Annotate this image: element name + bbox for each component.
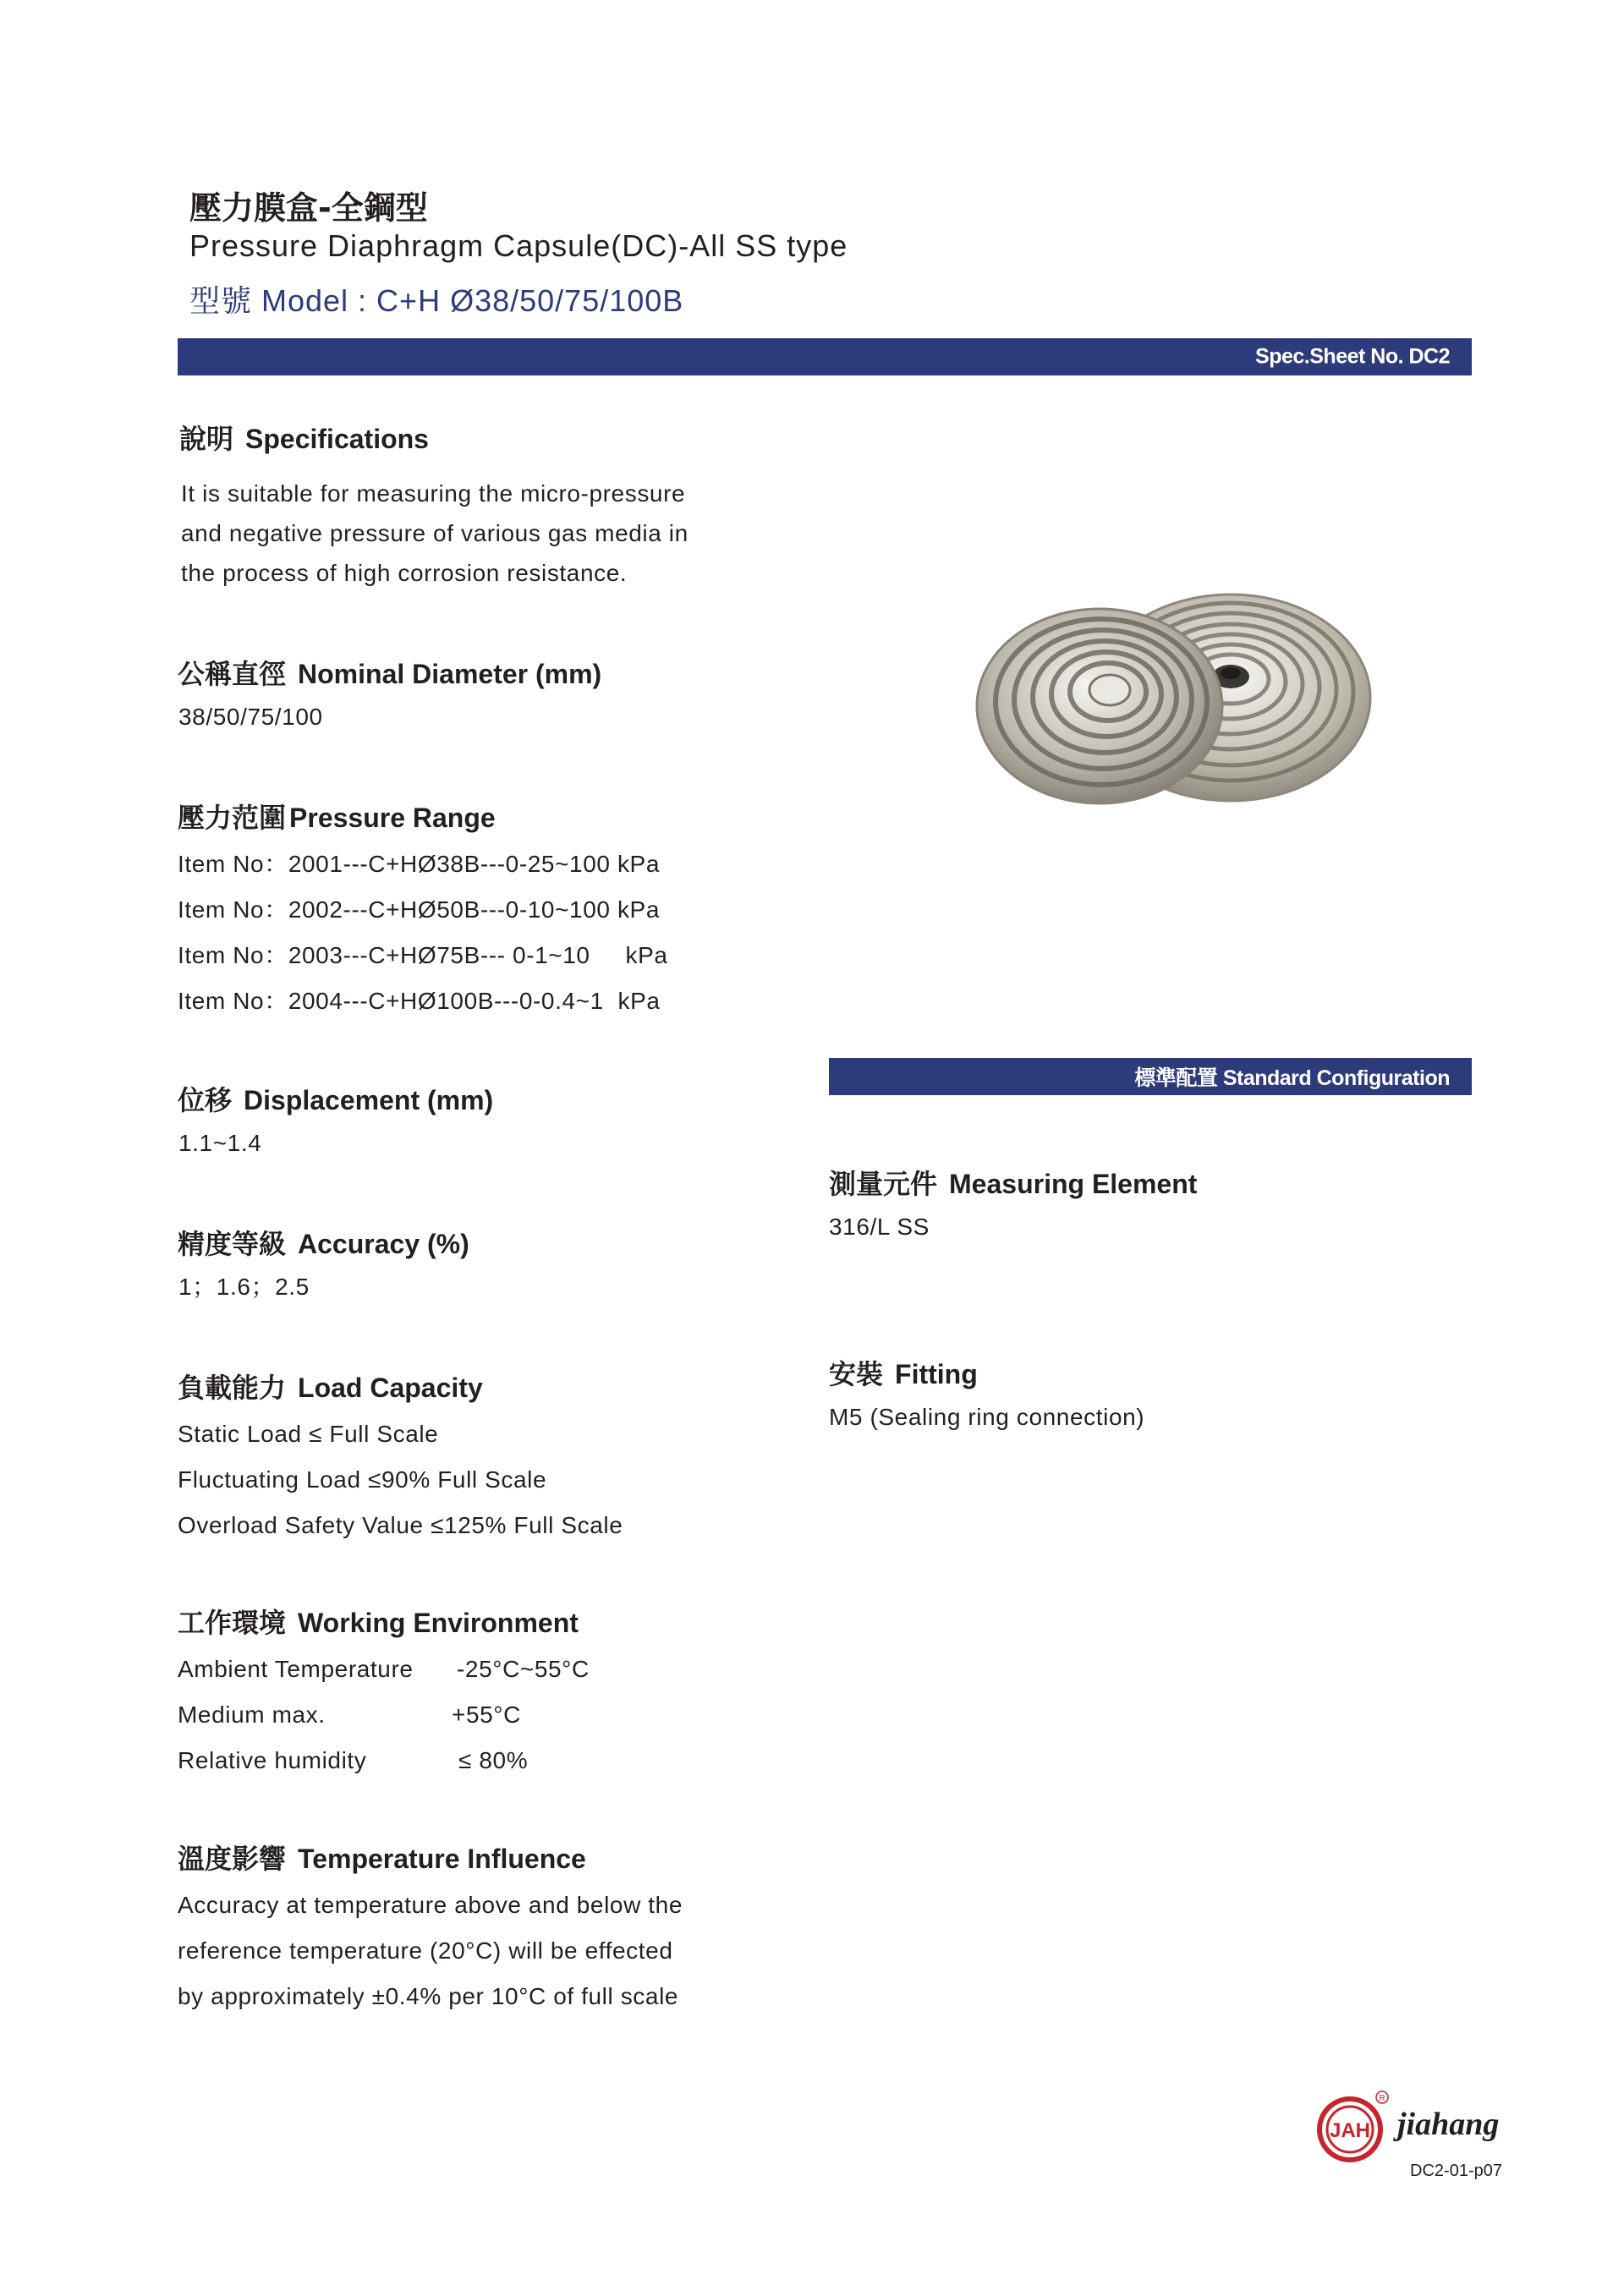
environment-value: ≤ 80% [458,1747,529,1773]
environment-row [178,1692,590,1738]
working-environment-heading [178,1602,579,1641]
working-environment-heading-zh: 工作環境 [178,1607,287,1639]
document-code: DC2-01-p07 [1410,2162,1502,2180]
specifications-line: the process of high corrosion resistance. [181,560,628,586]
measuring-element-heading-en: Measuring Element [949,1169,1198,1199]
standard-configuration-bar [829,1058,1472,1095]
specifications-heading-zh: 說明 [179,423,234,455]
pressure-range-list [178,841,668,1024]
displacement-heading-en: Displacement (mm) [244,1085,494,1115]
model-number: 型號 Model : C+H Ø38/50/75/100B [189,283,684,318]
temperature-influence-heading-en: Temperature Influence [298,1844,586,1874]
logo-text: JAH [1329,2119,1371,2142]
fitting-value: M5 (Sealing ring connection) [829,1404,1145,1430]
displacement-heading-zh: 位移 [178,1084,233,1116]
environment-value: -25°C~55°C [457,1656,590,1682]
environment-label: Relative humidity [178,1747,367,1773]
accuracy-heading-zh: 精度等級 [178,1228,287,1260]
pressure-range-item: Item No：2004---C+HØ100B---0-0.4~1 kPa [178,988,661,1014]
pressure-range-item: Item No：2002---C+HØ50B---0-10~100 kPa [178,896,660,923]
temperature-influence-line: reference temperature (20°C) will be effected [178,1937,673,1964]
nominal-diameter-heading-en: Nominal Diameter (mm) [298,659,602,689]
brand-name: jiahang [1397,2107,1500,2142]
environment-label: Medium max. [178,1701,326,1728]
specifications-line: It is suitable for measuring the micro-pressure [181,480,686,507]
measuring-element-heading [829,1163,1197,1202]
pressure-range-item: Item No：2001---C+HØ38B---0-25~100 kPa [178,851,660,877]
specifications-heading [179,418,429,457]
displacement-heading [178,1079,493,1118]
nominal-diameter-value: 38/50/75/100 [178,704,323,730]
nominal-diameter-heading-zh: 公稱直徑 [178,658,287,690]
load-capacity-line: Overload Safety Value ≤125% Full Scale [178,1512,623,1538]
temperature-influence-heading-zh: 溫度影響 [178,1843,287,1875]
temperature-influence-heading [178,1838,586,1877]
pressure-range-item: Item No：2003---C+HØ75B--- 0-1~10 kPa [178,942,668,968]
temperature-influence-line: Accuracy at temperature above and below the [178,1892,683,1918]
page-title-en: Pressure Diaphragm Capsule(DC)-All SS type [189,228,848,263]
temperature-influence-line: by approximately ±0.4% per 10°C of full scale [178,1983,679,2009]
jiahang-logo [1314,2089,1391,2165]
capsule-left [977,609,1222,803]
environment-label: Ambient Temperature [178,1656,414,1682]
specifications-heading-en: Specifications [245,424,429,454]
accuracy-value: 1；1.6；2.5 [178,1274,310,1300]
working-environment-heading-en: Working Environment [298,1608,579,1638]
environment-row [178,1647,590,1692]
load-capacity-heading-en: Load Capacity [298,1373,483,1403]
page-title-zh: 壓力膜盒-全鋼型 [189,189,428,227]
temperature-influence-text [178,1882,683,2019]
svg-text:R: R [1379,2094,1385,2103]
specifications-text [181,474,689,593]
fitting-heading [829,1353,978,1392]
pressure-range-heading-zh: 壓力范圍 [178,802,287,834]
displacement-value: 1.1~1.4 [178,1130,262,1156]
accuracy-heading [178,1223,469,1262]
spec-sheet-bar [178,338,1472,375]
spec-sheet-number: Spec.Sheet No. DC2 [1255,344,1450,369]
load-capacity-line: Static Load ≤ Full Scale [178,1421,439,1447]
load-capacity-heading-zh: 負載能力 [178,1372,287,1404]
load-capacity-line: Fluctuating Load ≤90% Full Scale [178,1466,547,1493]
nominal-diameter-heading [178,653,601,692]
load-capacity-list [178,1411,623,1548]
accuracy-heading-en: Accuracy (%) [298,1229,469,1259]
specifications-line: and negative pressure of various gas media in [181,520,689,546]
measuring-element-value: 316/L SS [829,1214,930,1240]
fitting-heading-zh: 安裝 [829,1358,884,1390]
load-capacity-heading [178,1367,483,1406]
pressure-range-heading [178,797,496,836]
standard-configuration-label: 標準配置 Standard Configuration [1134,1066,1450,1090]
environment-value: +55°C [452,1701,521,1728]
pressure-range-heading-en: Pressure Range [289,803,496,833]
working-environment-table [178,1647,590,1784]
fitting-heading-en: Fitting [895,1359,978,1389]
diaphragm-capsule-image [973,592,1379,829]
measuring-element-heading-zh: 測量元件 [829,1168,938,1200]
environment-row [178,1738,590,1784]
